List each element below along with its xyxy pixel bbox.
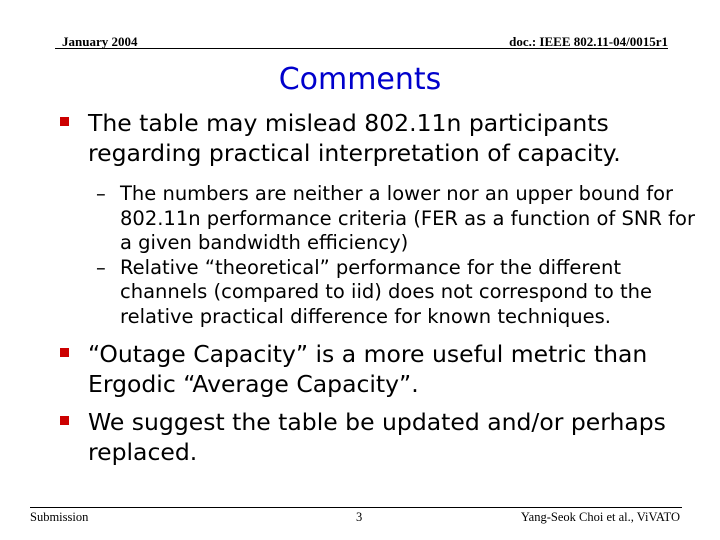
footer-submission: Submission (30, 510, 89, 524)
dash-bullet-icon: – (96, 182, 106, 205)
footer-divider (30, 507, 682, 508)
header-doc-id: doc.: IEEE 802.11-04/0015r1 (509, 34, 668, 49)
header-divider (55, 48, 668, 49)
bullet-item (60, 339, 700, 399)
square-bullet-icon (60, 117, 69, 126)
sub-bullet-item (60, 256, 700, 330)
bullet-item (60, 407, 700, 467)
slide-title: Comments (278, 62, 442, 97)
header-date: January 2004 (62, 34, 138, 49)
square-bullet-icon (60, 416, 69, 425)
dash-bullet-icon: – (96, 255, 106, 279)
sub-bullet-item (60, 182, 700, 256)
sub-bullet-text: Relative “theoretical” performance for the different channels (compared to iid) does not correspond to the relative practical difference for known techniques. (120, 255, 652, 328)
bullet-list (60, 108, 700, 467)
bullet-item (60, 108, 700, 168)
bullet-text: The table may mislead 802.11n participants regarding practical interpretation of capacity. (88, 109, 621, 167)
sub-bullet-text: The numbers are neither a lower nor an upper bound for 802.11n performance criteria (FER as a function of SNR for a given bandwidth efficiency) (120, 182, 695, 254)
bullet-text: “Outage Capacity” is a more useful metric than Ergodic “Average Capacity”. (88, 340, 648, 398)
footer-author: Yang-Seok Choi et al., ViVATO (520, 510, 680, 524)
square-bullet-icon (60, 348, 69, 357)
bullet-text: We suggest the table be updated and/or perhaps replaced. (88, 408, 666, 466)
footer-page-number: 3 (356, 510, 363, 524)
